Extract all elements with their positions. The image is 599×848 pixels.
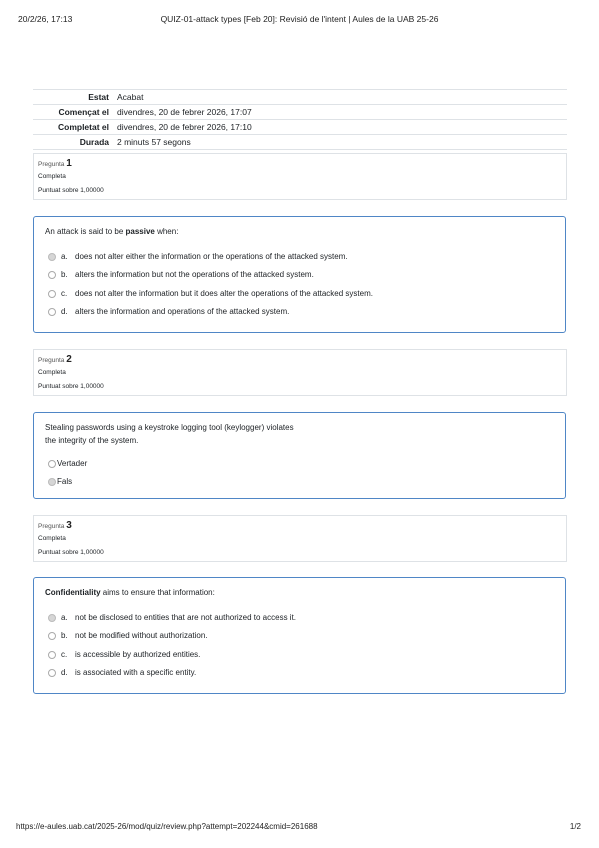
summary-label: Començat el — [33, 105, 113, 120]
question-3-content — [33, 577, 566, 694]
radio-icon[interactable] — [48, 290, 56, 298]
option-letter: c. — [61, 289, 68, 298]
radio-selected-icon[interactable] — [48, 614, 56, 622]
option-letter: d. — [61, 668, 68, 677]
option-letter: a. — [61, 613, 68, 622]
radio-icon[interactable] — [48, 271, 56, 279]
question-grade: Puntuat sobre 1,00000 — [38, 549, 104, 556]
option-text: not be modified without authorization. — [75, 631, 208, 640]
question-number-value: 3 — [66, 520, 72, 531]
radio-icon[interactable] — [48, 308, 56, 316]
option-text: not be disclosed to entities that are not authorized to access it. — [75, 613, 297, 622]
option-text: Vertader — [57, 459, 88, 468]
question-text-line: Stealing passwords using a keystroke logging tool (keylogger) violates — [45, 423, 294, 432]
question-3-info — [33, 515, 567, 562]
option-text: alters the information and operations of the attacked system. — [75, 307, 290, 316]
question-text-part: aims to ensure that information: — [100, 588, 215, 597]
question-2-content — [33, 412, 566, 499]
question-state: Completa — [38, 369, 66, 376]
radio-selected-icon[interactable] — [48, 478, 56, 486]
option-text: Fals — [57, 477, 73, 486]
radio-icon[interactable] — [48, 669, 56, 677]
summary-row — [33, 105, 567, 120]
question-state: Completa — [38, 173, 66, 180]
option-text: is associated with a specific entity. — [75, 668, 197, 677]
question-number — [38, 354, 72, 365]
option-text: does not alter the information but it does alter the operations of the attacked system. — [75, 289, 373, 298]
option-letter: b. — [61, 270, 68, 279]
page-number: 1/2 — [569, 822, 581, 831]
radio-icon[interactable] — [48, 651, 56, 659]
question-grade: Puntuat sobre 1,00000 — [38, 187, 104, 194]
question-number — [38, 158, 72, 169]
summary-value: divendres, 20 de febrer 2026, 17:07 — [113, 105, 567, 120]
question-text-emphasis: Confidentiality — [45, 588, 101, 597]
question-text-emphasis: passive — [125, 227, 155, 236]
option-letter: d. — [61, 307, 68, 316]
print-footer — [14, 822, 585, 834]
question-prefix: Pregunta — [38, 161, 65, 168]
summary-value: Acabat — [113, 90, 567, 105]
summary-value: divendres, 20 de febrer 2026, 17:10 — [113, 120, 567, 135]
question-2-info — [33, 349, 567, 396]
option-text: does not alter either the information or the operations of the attacked system. — [75, 252, 348, 261]
question-1-content — [33, 216, 566, 333]
question-text-part: An attack is said to be — [45, 227, 126, 236]
question-text-part: when: — [154, 227, 179, 236]
question-number-value: 1 — [66, 158, 72, 169]
radio-icon[interactable] — [48, 632, 56, 640]
summary-row — [33, 120, 567, 135]
print-title: QUIZ-01-attack types [Feb 20]: Revisió de l'intent | Aules de la UAB 25-26 — [160, 14, 439, 24]
question-state: Completa — [38, 535, 66, 542]
question-text-line: the integrity of the system. — [45, 436, 139, 445]
option-text: is accessible by authorized entities. — [75, 650, 201, 659]
print-date: 20/2/26, 17:13 — [18, 14, 73, 24]
summary-label: Completat el — [33, 120, 113, 135]
radio-icon[interactable] — [48, 460, 56, 468]
question-grade: Puntuat sobre 1,00000 — [38, 383, 104, 390]
summary-row — [33, 90, 567, 105]
question-number-value: 2 — [66, 354, 72, 365]
question-text — [45, 586, 215, 599]
radio-selected-icon[interactable] — [48, 253, 56, 261]
question-prefix: Pregunta — [38, 357, 65, 364]
option-letter: c. — [61, 650, 68, 659]
question-text — [45, 225, 178, 238]
option-letter: a. — [61, 252, 68, 261]
print-header — [14, 14, 585, 26]
summary-row — [33, 135, 567, 150]
summary-label: Estat — [33, 90, 113, 105]
option-letter: b. — [61, 631, 68, 640]
question-prefix: Pregunta — [38, 523, 65, 530]
summary-value: 2 minuts 57 segons — [113, 135, 567, 150]
summary-label: Durada — [33, 135, 113, 150]
option-text: alters the information but not the operations of the attacked system. — [75, 270, 314, 279]
print-url: https://e-aules.uab.cat/2025-26/mod/quiz/review.php?attempt=202244&cmid=261688 — [16, 822, 318, 831]
question-1-info — [33, 153, 567, 200]
attempt-summary-table — [33, 89, 567, 150]
question-text — [45, 421, 294, 447]
question-number — [38, 520, 72, 531]
